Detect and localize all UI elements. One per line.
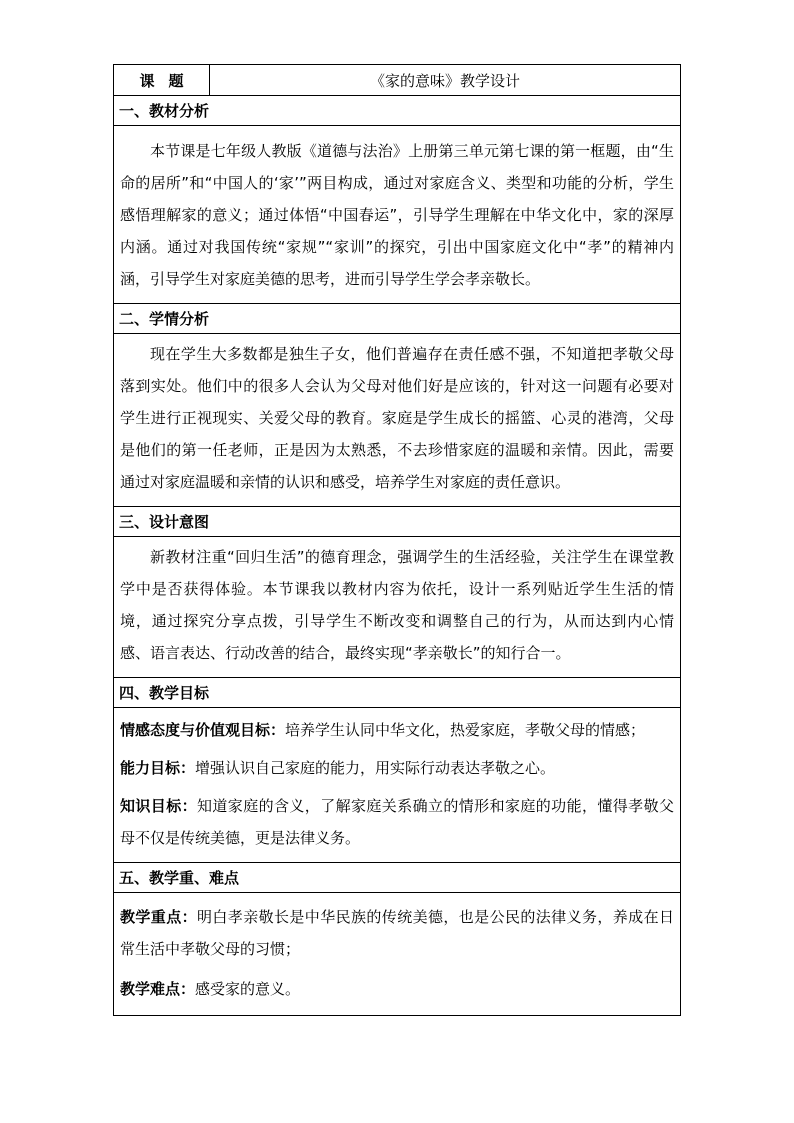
- key-point-text: 明白孝亲敬长是中华民族的传统美德，也是公民的法律义务，养成在日常生活中孝敬父母的习惯；: [120, 908, 674, 958]
- title-row: [114, 65, 680, 95]
- section-body-teaching-goals: [114, 707, 680, 862]
- section-body-design-intent: [114, 536, 680, 677]
- goal-label: 情感态度与价值观目标：: [120, 721, 286, 739]
- paragraph: 现在学生大多数都是独生子女，他们普遍存在责任感不强，不知道把孝敬父母落到实处。他们中的很多人会认为父母对他们好是应该的，针对这一问题有必要对学生进行正视现实、关爱父母的教育。家庭是学生成长的摇篮、心灵的港湾，父母是他们的第一任老师，正是因为太熟悉，不去珍惜家庭的温暖和亲情。因此，需要通过对家庭温暖和亲情的认识和感受，培养学生对家庭的责任意识。: [120, 345, 674, 491]
- section-body-student-analysis: [114, 333, 680, 506]
- lesson-plan-table: [113, 64, 681, 1016]
- section-body-textbook-analysis: [114, 125, 680, 303]
- goal-item: [120, 752, 674, 784]
- section-heading-key-points: 五、教学重、难点: [114, 862, 680, 892]
- section-heading-textbook-analysis: 一、教材分析: [114, 95, 680, 125]
- section-heading-teaching-goals: 四、教学目标: [114, 677, 680, 707]
- key-point-item: [120, 901, 674, 965]
- key-point-text: 感受家的意义。: [195, 980, 301, 998]
- section-heading-student-analysis: 二、学情分析: [114, 303, 680, 333]
- key-point-item: [120, 973, 674, 1005]
- paragraph: 新教材注重“回归生活”的德育理念，强调学生的生活经验，关注学生在课堂教学中是否获得体验。本节课我以教材内容为依托，设计一系列贴近学生生活的情境，通过探究分享点拨，引导学生不断改变和调整自己的行为，从而达到内心情感、语言表达、行动改善的结合，最终实现“孝亲敬长”的知行合一。: [120, 548, 674, 662]
- goal-item: [120, 714, 674, 746]
- goal-text: 培养学生认同中华文化，热爱家庭，孝敬父母的情感；: [285, 721, 646, 739]
- key-point-label: 教学难点：: [120, 980, 196, 998]
- goal-label: 能力目标：: [120, 759, 196, 777]
- goal-text: 增强认识自己家庭的能力，用实际行动表达孝敬之心。: [195, 759, 556, 777]
- paragraph: 本节课是七年级人教版《道德与法治》上册第三单元第七课的第一框题，由“生命的居所”和“中国人的‘家’”两目构成，通过对家庭含义、类型和功能的分析，学生感悟理解家的意义；通过体悟“中国春运”，引导学生理解在中华文化中，家的深厚内涵。通过对我国传统“家规”“家训”的探究，引出中国家庭文化中“孝”的精神内涵，引导学生对家庭美德的思考，进而引导学生学会孝亲敬长。: [120, 142, 674, 288]
- key-point-label: 教学重点：: [120, 908, 197, 926]
- goal-text: 知道家庭的含义，了解家庭关系确立的情形和家庭的功能，懂得孝敬父母不仅是传统美德，更是法律义务。: [120, 797, 674, 847]
- section-heading-design-intent: 三、设计意图: [114, 506, 680, 536]
- section-body-key-points: [114, 892, 680, 1015]
- topic-label: 课题: [114, 65, 210, 95]
- goal-item: [120, 790, 674, 854]
- lesson-title: 《家的意味》教学设计: [369, 71, 520, 90]
- goal-label: 知识目标：: [120, 797, 197, 815]
